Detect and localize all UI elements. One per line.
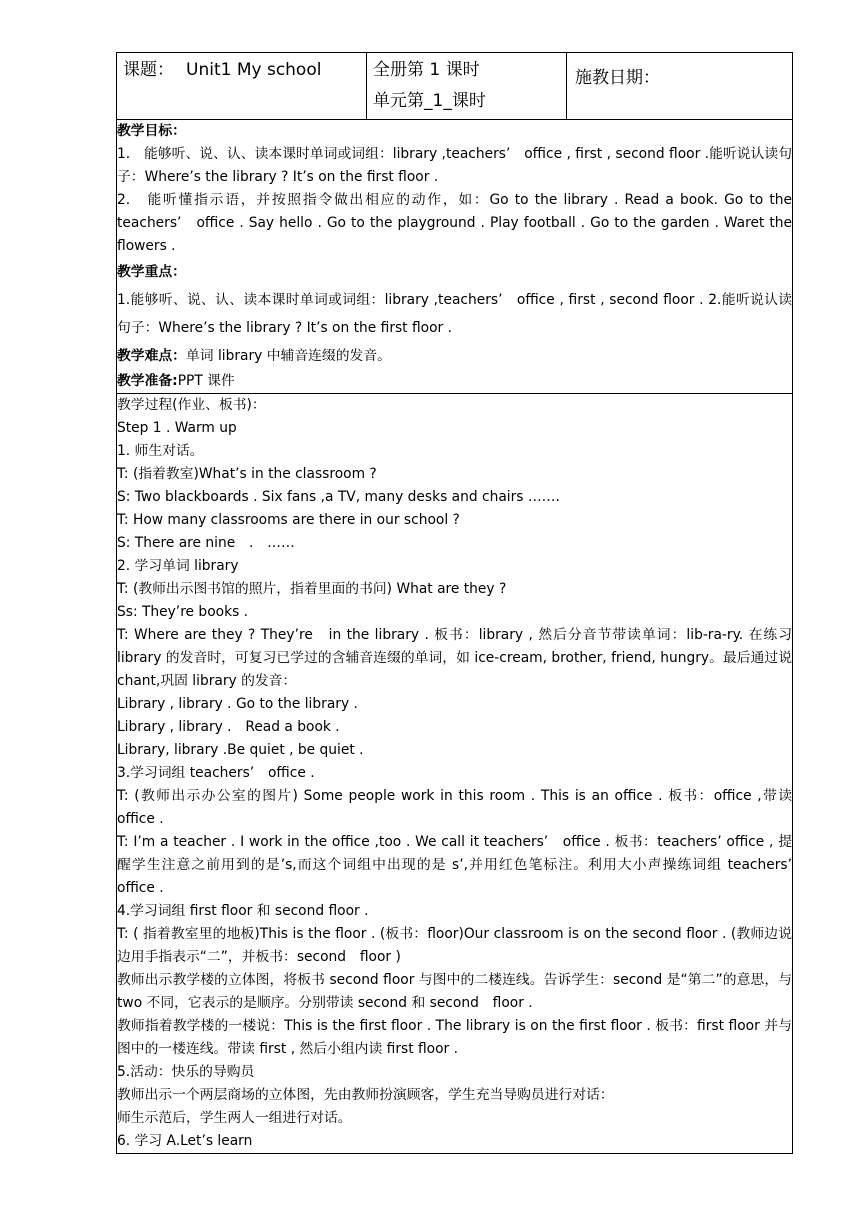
preparation-line	[117, 370, 792, 393]
process-line: 教师出示一个两层商场的立体图，先由教师扮演顾客，学生充当导购员进行对话：	[117, 1087, 614, 1103]
process-line: Library, library .Be quiet , be quiet .	[117, 742, 364, 758]
process-line: Ss: They’re books .	[117, 604, 249, 620]
date-label: 施教日期：	[575, 68, 660, 88]
preparation-text: PPT 课件	[177, 373, 235, 389]
process-line: 3.学习词组 teachers’ office .	[117, 765, 315, 781]
objectives-row	[117, 120, 793, 394]
period-line-2: 单元第_1_课时	[373, 91, 486, 111]
objective-item: 1. 能够听、说、认、读本课时单词或词组：library ,teachers’ office , first , second floor .能听说认读句子：Where’s the library ? It’s on the first floor .	[117, 146, 792, 185]
objectives-cell	[117, 120, 793, 394]
topic-label: 课题：	[123, 60, 174, 80]
objectives-heading: 教学目标：	[117, 123, 186, 139]
topic-cell	[117, 53, 367, 120]
process-line: Step 1 . Warm up	[117, 420, 237, 436]
process-line: T: (指着教室)What’s in the classroom ?	[117, 466, 377, 482]
difficulty-text: 单词 library 中辅音连缀的发音。	[185, 348, 391, 364]
process-line: S: There are nine . ……	[117, 535, 295, 551]
process-row	[117, 394, 793, 1154]
process-cell	[117, 394, 806, 1154]
process-line: T: (教师出示办公室的图片) Some people work in this room . This is an office . 板书：office ,带读 office .	[117, 788, 792, 827]
key-points-heading: 教学重点：	[117, 264, 186, 280]
process-line: 5.活动：快乐的导购员	[117, 1064, 255, 1080]
objective-item: 2. 能听懂指示语，并按照指令做出相应的动作，如：Go to the library . Read a book. Go to the teachers’ office . Say hello . Go to the playground . Play football . Go to the garden . Waret the flowers .	[117, 192, 792, 254]
process-line: 6. 学习 A.Let’s learn	[117, 1133, 253, 1149]
process-line: 教师出示教学楼的立体图，将板书 second floor 与图中的二楼连线。告诉学生：second 是“第二”的意思，与 two 不同，它表示的是顺序。分别带读 second 和 second floor .	[117, 972, 792, 1011]
process-line: 4.学习词组 first floor 和 second floor .	[117, 903, 369, 919]
process-line: T: Where are they ? They’re in the library . 板书：library , 然后分音节带读单词：lib-ra-ry. 在练习 library 的发音时，可复习已学过的含辅音连缀的单词，如 ice-cream, brother, friend, hungry。最后通过说 chant,巩固 library 的发音：	[117, 627, 792, 689]
process-line: Library , library . Read a book .	[117, 719, 340, 735]
header-row	[117, 53, 793, 120]
date-cell	[567, 53, 793, 120]
process-line: 师生示范后，学生两人一组进行对话。	[117, 1110, 352, 1126]
preparation-label: 教学准备:	[117, 373, 178, 389]
process-line: 2. 学习单词 library	[117, 558, 239, 574]
process-line: T: I’m a teacher . I work in the office ,too . We call it teachers’ office . 板书：teachers’ office , 提醒学生注意之前用到的是’s,而这个词组中出现的是 s’,并用红色笔标注。利用大小声操练词组 teachers’ office .	[117, 834, 806, 896]
process-line: T: (教师出示图书馆的照片，指着里面的书问) What are they ?	[117, 581, 507, 597]
period-line-1: 全册第 1 课时	[373, 60, 480, 80]
difficulty-label: 教学难点：	[117, 348, 186, 364]
process-line: 1. 师生对话。	[117, 443, 204, 459]
process-line: 教师指着教学楼的一楼说：This is the first floor . The library is on the first floor . 板书：first floor 并与图中的一楼连线。带读 first , 然后小组内读 first floor .	[117, 1018, 792, 1057]
lesson-plan-table	[116, 52, 806, 1154]
process-line: 教学过程(作业、板书)：	[117, 397, 266, 413]
process-line: S: Two blackboards . Six fans ,a TV, many desks and chairs …….	[117, 489, 560, 505]
process-line: T: How many classrooms are there in our school ?	[117, 512, 460, 528]
process-line: T: ( 指着教室里的地板)This is the floor . (板书：floor)Our classroom is on the second floor . (教师边说边用手指表示“二”，并板书：second floor )	[117, 926, 792, 965]
period-cell	[367, 53, 567, 120]
topic-value: Unit1 My school	[186, 60, 322, 80]
difficulty-line	[117, 342, 792, 370]
key-points-text: 1.能够听、说、认、读本课时单词或词组：library ,teachers’ office , first , second floor . 2.能听说认读句子：Where’s the library ? It’s on the first floor .	[117, 292, 792, 336]
process-line: Library , library . Go to the library .	[117, 696, 358, 712]
